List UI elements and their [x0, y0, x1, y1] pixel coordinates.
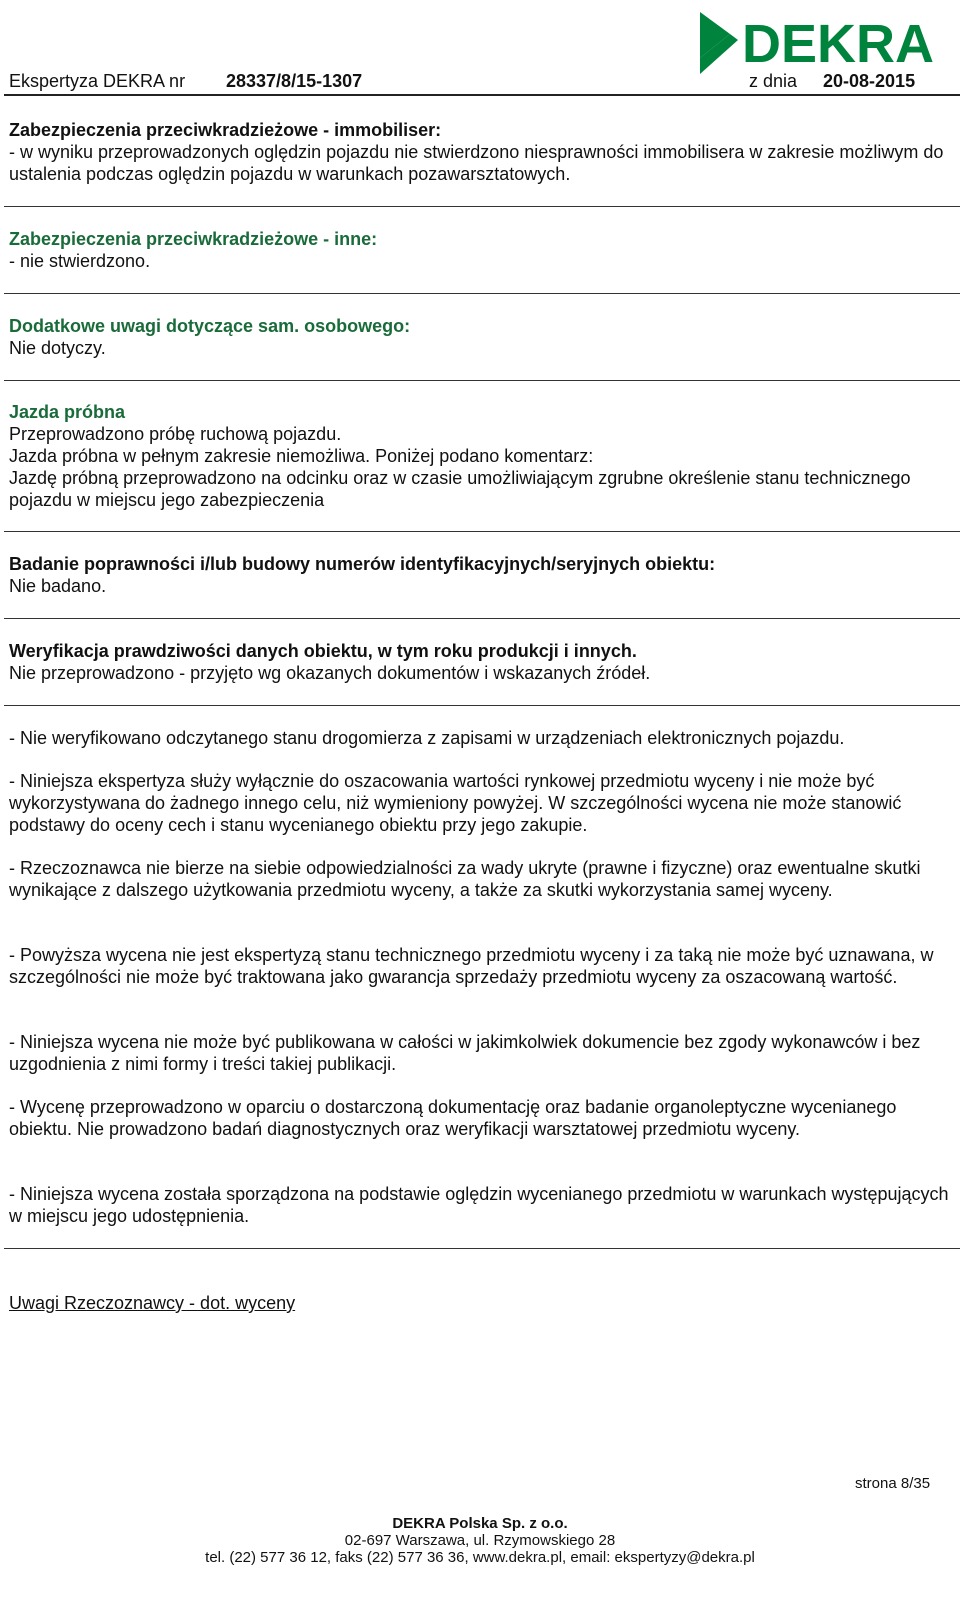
section-additional-remarks [9, 315, 954, 359]
section-divider [4, 380, 960, 381]
section-text: - w wyniku przeprowadzonych oględzin pojazdu nie stwierdzono niesprawności immobilisera w zakresie możliwym do ustalenia podczas oględzin pojazdu w warunkach pozawarsztatowych. [9, 142, 944, 184]
footer-address: 02-697 Warszawa, ul. Rzymowskiego 28 [344, 1532, 616, 1549]
section-text: Jazda próbna w pełnym zakresie niemożliwa. Poniżej podano komentarz: [9, 446, 594, 466]
footer-contact: tel. (22) 577 36 12, faks (22) 577 36 36, www.dekra.pl, email: ekspertyzy@dekra.pl [205, 1549, 755, 1566]
section-identification-numbers [9, 553, 954, 597]
section-divider [4, 618, 960, 619]
section-data-verification [9, 640, 954, 684]
section-text: Jazdę próbną przeprowadzono na odcinku oraz w czasie umożliwiającym zgrubne określenie stanu technicznego pojazdu w miejscu jego zabezpieczenia [9, 468, 911, 510]
section-title: Zabezpieczenia przeciwkradzieżowe - inne: [9, 229, 378, 249]
note-paragraph: - Niniejsza wycena nie może być publikowana w całości w jakimkolwiek dokumencie bez zgody wykonawców i bez uzgodnienia z nimi formy i treści takiej publikacji. [9, 1032, 921, 1074]
note-paragraph: - Wycenę przeprowadzono w oparciu o dostarczoną dokumentację oraz badanie organoleptyczne wycenianego obiektu. Nie prowadzono badań diagnostycznych oraz weryfikacji warsztatowej przedmiotu wyceny. [9, 1097, 897, 1139]
section-title: Dodatkowe uwagi dotyczące sam. osobowego: [9, 316, 411, 336]
logo-text: DEKRA [742, 14, 935, 74]
section-text: Przeprowadzono próbę ruchową pojazdu. [9, 424, 342, 444]
section-divider [4, 1248, 960, 1249]
section-text: Nie dotyczy. [9, 338, 106, 358]
expertise-number: 28337/8/15-1307 [226, 71, 363, 91]
section-title: Badanie poprawności i/lub budowy numerów identyfikacyjnych/seryjnych obiektu: [9, 554, 716, 574]
expertise-label: Ekspertyza DEKRA nr [9, 71, 186, 91]
section-immobiliser [9, 119, 954, 185]
section-test-drive [9, 401, 954, 511]
note-paragraph: - Nie weryfikowano odczytanego stanu drogomierza z zapisami w urządzeniach elektronicznych pojazdu. [9, 728, 845, 748]
section-text: Nie przeprowadzono - przyjęto wg okazanych dokumentów i wskazanych źródeł. [9, 663, 651, 683]
section-divider [4, 293, 960, 294]
section-title: Weryfikacja prawdziwości danych obiektu, w tym roku produkcji i innych. [9, 641, 637, 661]
section-text: - nie stwierdzono. [9, 251, 151, 271]
section-antitheft-other [9, 228, 954, 272]
section-text: Nie badano. [9, 576, 107, 596]
section-divider [4, 206, 960, 207]
date-label: z dnia [749, 71, 798, 91]
document-header [9, 71, 960, 93]
footer-company: DEKRA Polska Sp. z o.o. [392, 1515, 568, 1532]
section-title: Jazda próbna [9, 402, 126, 422]
section-title: Zabezpieczenia przeciwkradzieżowe - immobiliser: [9, 120, 442, 140]
page-number: strona 8/35 [855, 1475, 931, 1492]
header-divider [4, 94, 960, 96]
note-paragraph: - Niniejsza ekspertyza służy wyłącznie do oszacowania wartości rynkowej przedmiotu wyceny i nie może być wykorzystywana do żadnego innego celu, niż wymieniony powyżej. W szczególności wycena nie może stanowić podstawy do oceny cech i stanu wycenianego obiektu przy jego zakupie. [9, 771, 902, 835]
dekra-logo [700, 6, 960, 80]
note-paragraph: - Powyższa wycena nie jest ekspertyzą stanu technicznego przedmiotu wyceny i za taką nie może być uznawana, w szczególności nie może być traktowana jako gwarancja sprzedaży przedmiotu wyceny za oszacowaną wartość. [9, 945, 934, 987]
section-divider [4, 531, 960, 532]
remarks-heading: Uwagi Rzeczoznawcy - dot. wyceny [9, 1293, 296, 1313]
expertise-date: 20-08-2015 [823, 71, 916, 91]
note-paragraph: - Niniejsza wycena została sporządzona na podstawie oględzin wycenianego przedmiotu w warunkach występujących w miejscu jego udostępnienia. [9, 1184, 949, 1226]
note-paragraph: - Rzeczoznawca nie bierze na siebie odpowiedzialności za wady ukryte (prawne i fizyczne) oraz ewentualne skutki wynikające z dalszego użytkowania przedmiotu wyceny, a także za skutki wykorzystania samej wyceny. [9, 858, 921, 900]
section-divider [4, 705, 960, 706]
